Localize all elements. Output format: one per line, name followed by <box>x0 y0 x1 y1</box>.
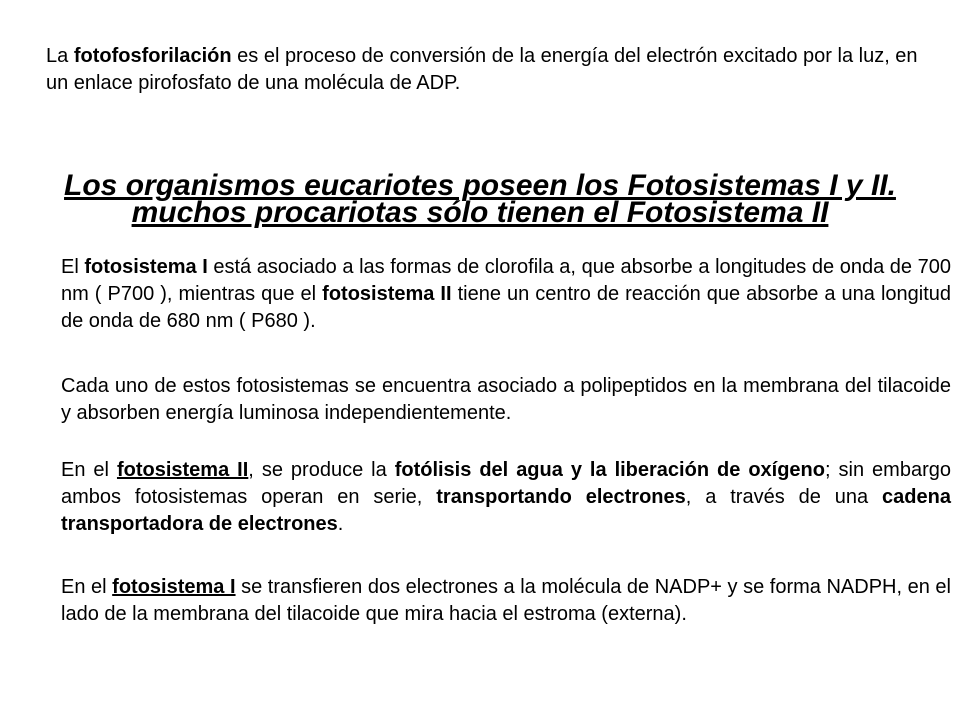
paragraph-text: ; sin embargo ambos fotosistemas operan en serie, <box>61 459 951 508</box>
paragraph-polipeptidos <box>61 373 951 427</box>
term-fotosistema-i: fotosistema I <box>84 256 208 278</box>
intro-text: es el proceso de conversión de la energía del electrón excitado por la luz, en un enlace pirofosfato de una molécula de ADP. <box>46 45 918 94</box>
paragraph-text: En el <box>61 576 113 598</box>
paragraph-text: tiene un centro de reacción que absorbe a una longitud de onda de 680 nm ( P680 ). <box>61 283 952 332</box>
intro-paragraph <box>46 43 926 97</box>
term-transportando-electrones: transportando electrones <box>436 486 686 508</box>
paragraph-fotolisis <box>61 457 951 538</box>
term-fotolisis: fotólisis del agua y la liberación de oxígeno <box>394 459 825 481</box>
headline-line-2: muchos procariotas sólo tienen el Fotosistema II <box>131 196 829 229</box>
paragraph-text: En el <box>61 459 117 481</box>
intro-term-fotofosforilacion: fotofosforilación <box>73 45 232 67</box>
paragraph-nadph <box>61 574 951 628</box>
paragraph-text: Cada uno de estos fotosistemas se encuentra asociado a polipeptidos en la membrana del tilacoide y absorben energía luminosa independientemente. <box>61 375 951 424</box>
term-fotosistema-ii: fotosistema II <box>322 283 452 305</box>
paragraph-text: . <box>337 513 344 535</box>
paragraph-text: El <box>61 256 85 278</box>
headline <box>0 169 960 229</box>
term-fotosistema-ii-underlined: fotosistema II <box>116 459 249 481</box>
paragraph-text: se transfieren dos electrones a la molécula de NADP+ y se forma NADPH, en el lado de la membrana del tilacoide que mira hacia el estroma (externa). <box>61 576 951 625</box>
term-cadena-transportadora: cadena transportadora de electrones <box>61 486 951 535</box>
paragraph-text: está asociado a las formas de clorofila a, que absorbe a longitudes de onda de 700 nm ( P700 ), mientras que el <box>61 256 951 305</box>
paragraph-text: , se produce la <box>248 459 395 481</box>
headline-line-1: Los organismos eucariotes poseen los Fotosistemas I y II. <box>64 169 896 202</box>
paragraph-text: , a través de una <box>685 486 883 508</box>
paragraph-fotosistema-i-ii <box>61 254 951 335</box>
term-fotosistema-i-underlined: fotosistema I <box>112 576 236 598</box>
intro-text: La <box>46 45 74 67</box>
